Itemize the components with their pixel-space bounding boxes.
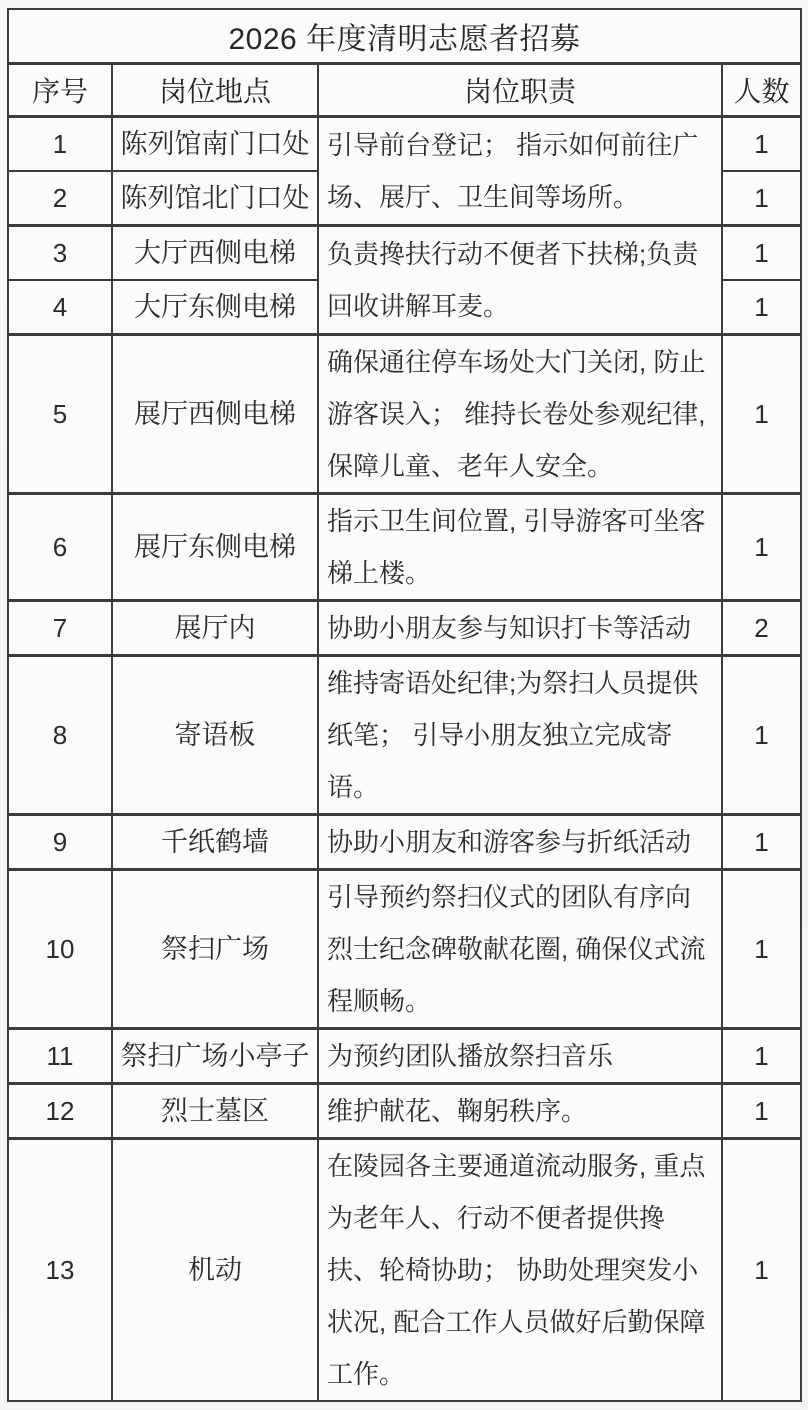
row-no: 11 <box>8 1029 112 1084</box>
row-no: 10 <box>8 870 112 1029</box>
row-duty: 引导预约祭扫仪式的团队有序向烈士纪念碑敬献花圈, 确保仪式流程顺畅。 <box>318 870 722 1029</box>
row-duty: 为预约团队播放祭扫音乐 <box>318 1029 722 1084</box>
row-no: 3 <box>8 226 112 281</box>
column-header-no: 序号 <box>8 64 112 117</box>
table-row-12 <box>8 1084 801 1139</box>
row-no: 2 <box>8 171 112 226</box>
row-duty: 指示卫生间位置, 引导游客可坐客梯上楼。 <box>318 494 722 601</box>
row-duty: 维护献花、鞠躬秩序。 <box>318 1084 722 1139</box>
row-count: 1 <box>722 870 801 1029</box>
row-count: 1 <box>722 1139 801 1402</box>
row-duty: 协助小朋友和游客参与折纸活动 <box>318 815 722 870</box>
row-no: 8 <box>8 656 112 815</box>
table-row-9 <box>8 815 801 870</box>
row-no: 6 <box>8 494 112 601</box>
row-count: 1 <box>722 656 801 815</box>
row-location: 展厅西侧电梯 <box>112 335 318 494</box>
row-duty: 在陵园各主要通道流动服务, 重点为老年人、行动不便者提供搀扶、轮椅协助； 协助处理突发小状况, 配合工作人员做好后勤保障工作。 <box>318 1139 722 1402</box>
table-row-10 <box>8 870 801 1029</box>
row-duty: 确保通往停车场处大门关闭, 防止游客误入； 维持长卷处参观纪律, 保障儿童、老年人安全。 <box>318 335 722 494</box>
row-location: 祭扫广场 <box>112 870 318 1029</box>
row-count: 1 <box>722 280 801 335</box>
recruitment-table <box>7 8 802 1402</box>
row-no: 5 <box>8 335 112 494</box>
row-no: 7 <box>8 601 112 656</box>
row-count: 1 <box>722 1029 801 1084</box>
table-row-11 <box>8 1029 801 1084</box>
document-title: 2026 年度清明志愿者招募 <box>8 9 801 64</box>
row-location: 陈列馆南门口处 <box>112 117 318 172</box>
row-duty: 负责搀扶行动不便者下扶梯;负责回收讲解耳麦。 <box>318 226 722 335</box>
row-duty: 维持寄语处纪律;为祭扫人员提供纸笔； 引导小朋友独立完成寄语。 <box>318 656 722 815</box>
row-duty: 引导前台登记； 指示如何前往广场、展厅、卫生间等场所。 <box>318 117 722 226</box>
row-count: 2 <box>722 601 801 656</box>
row-count: 1 <box>722 335 801 494</box>
row-no: 1 <box>8 117 112 172</box>
table-row-6 <box>8 494 801 601</box>
row-count: 1 <box>722 117 801 172</box>
row-location: 大厅东侧电梯 <box>112 280 318 335</box>
row-location: 机动 <box>112 1139 318 1402</box>
title-row <box>8 9 801 64</box>
header-row <box>8 64 801 117</box>
row-location: 烈士墓区 <box>112 1084 318 1139</box>
row-count: 1 <box>722 226 801 281</box>
row-no: 12 <box>8 1084 112 1139</box>
row-count: 1 <box>722 494 801 601</box>
table-row-13 <box>8 1139 801 1402</box>
row-count: 1 <box>722 1084 801 1139</box>
row-location: 大厅西侧电梯 <box>112 226 318 281</box>
table-row-8 <box>8 656 801 815</box>
row-count: 1 <box>722 171 801 226</box>
table-row-7 <box>8 601 801 656</box>
row-no: 13 <box>8 1139 112 1402</box>
row-count: 1 <box>722 815 801 870</box>
table-row-1 <box>8 117 801 172</box>
row-location: 寄语板 <box>112 656 318 815</box>
row-no: 4 <box>8 280 112 335</box>
column-header-count: 人数 <box>722 64 801 117</box>
row-duty: 协助小朋友参与知识打卡等活动 <box>318 601 722 656</box>
row-location: 展厅东侧电梯 <box>112 494 318 601</box>
row-no: 9 <box>8 815 112 870</box>
row-location: 展厅内 <box>112 601 318 656</box>
column-header-duty: 岗位职责 <box>318 64 722 117</box>
column-header-location: 岗位地点 <box>112 64 318 117</box>
row-location: 陈列馆北门口处 <box>112 171 318 226</box>
row-location: 祭扫广场小亭子 <box>112 1029 318 1084</box>
table-row-5 <box>8 335 801 494</box>
table-row-3 <box>8 226 801 281</box>
row-location: 千纸鹤墙 <box>112 815 318 870</box>
